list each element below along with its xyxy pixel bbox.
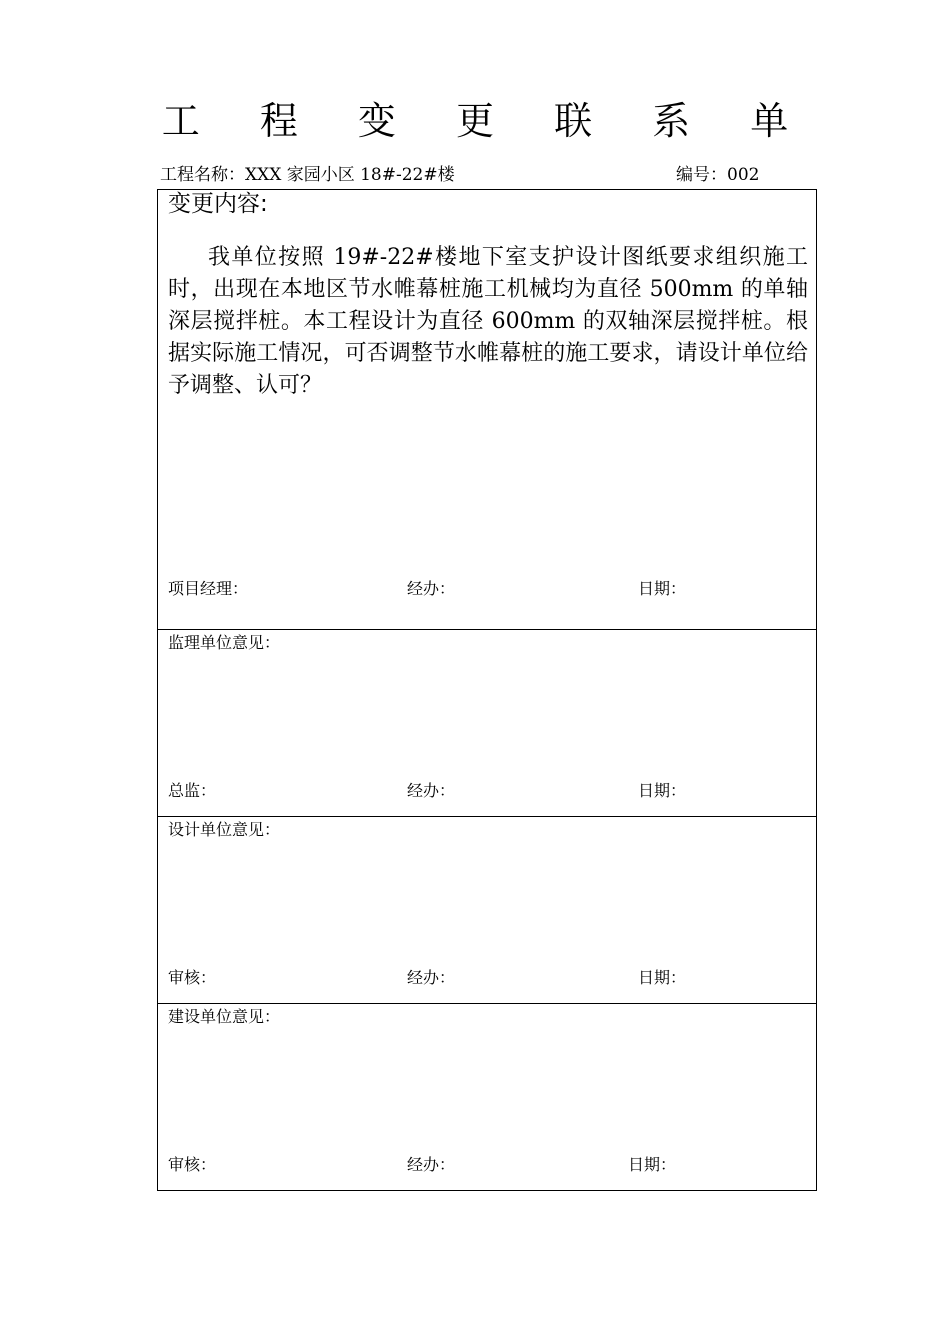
supervisor-opinion-section: [158, 629, 816, 816]
change-content-section: [158, 190, 816, 629]
change-content-body: 我单位按照 19#-22#楼地下室支护设计图纸要求组织施工时，出现在本地区节水帷幕桩施工机械均为直径 500mm 的单轴深层搅拌桩。本工程设计为直径 600mm 的双轴深层搅拌桩。根据实际施工情况，可否调整节水帷幕桩的施工要求，请设计单位给予调整、认可？: [168, 245, 808, 398]
page-title: 工 程 变 更 联 系 单: [161, 99, 813, 143]
owner-signature-row: [158, 1154, 816, 1176]
handler-label: 经办：: [407, 1155, 456, 1174]
document-number: 编号：002: [676, 165, 760, 185]
handler-label: 经办：: [407, 968, 456, 987]
reviewer-label: 审核：: [168, 1155, 217, 1174]
owner-opinion-section: [158, 1003, 816, 1190]
date-label: 日期：: [628, 1155, 677, 1174]
change-signature-row: [158, 578, 816, 600]
date-label: 日期：: [638, 781, 687, 800]
owner-opinion-heading: 建设单位意见：: [168, 1007, 281, 1026]
design-signature-row: [158, 967, 816, 989]
supervisor-opinion-heading: 监理单位意见：: [168, 633, 281, 652]
change-content-heading: 变更内容:: [168, 191, 268, 217]
design-opinion-section: [158, 816, 816, 1003]
project-name: 工程名称：XXX 家园小区 18#-22#楼: [160, 165, 455, 185]
reviewer-label: 审核：: [168, 968, 217, 987]
project-manager-label: 项目经理：: [168, 579, 249, 598]
date-label: 日期：: [638, 968, 687, 987]
chief-supervisor-label: 总监：: [168, 781, 217, 800]
change-form-table: [157, 189, 817, 1191]
date-label: 日期：: [638, 579, 687, 598]
design-opinion-heading: 设计单位意见：: [168, 820, 281, 839]
supervisor-signature-row: [158, 780, 816, 802]
handler-label: 经办：: [407, 579, 456, 598]
handler-label: 经办：: [407, 781, 456, 800]
